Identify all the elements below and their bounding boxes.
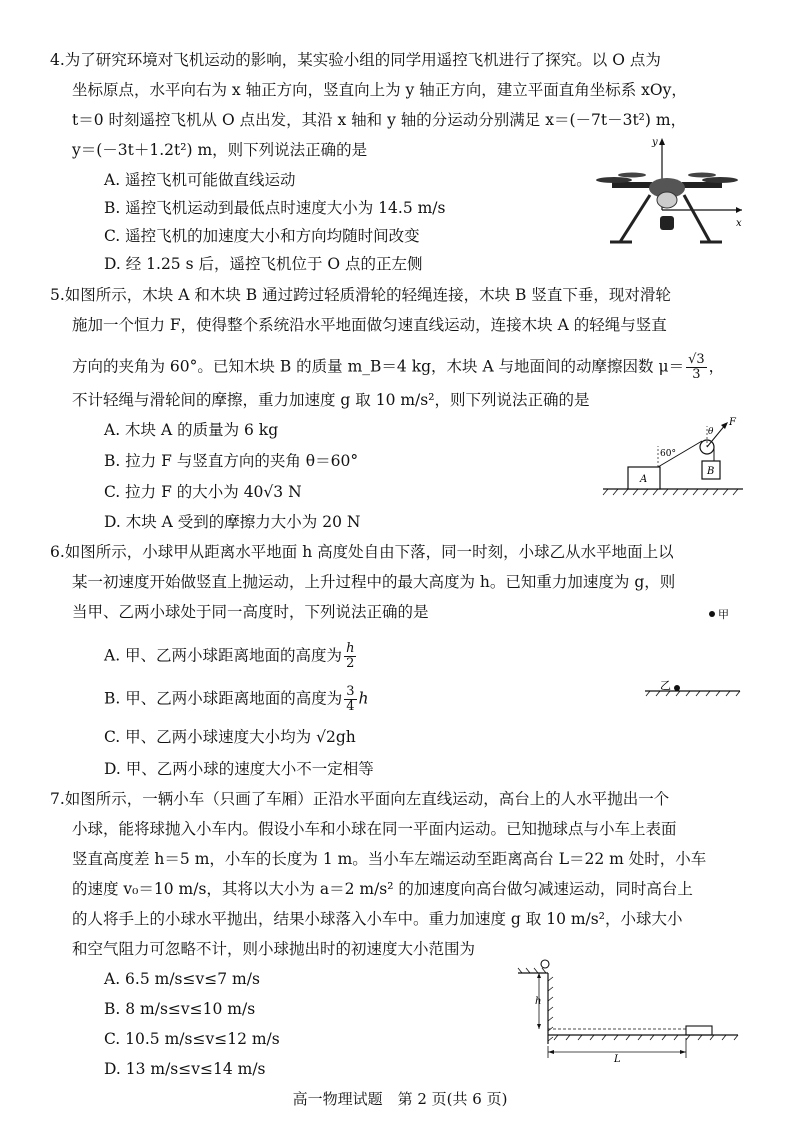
q7-stem-line-3: 竖直高度差 h＝5 m，小车的长度为 1 m。当小车左端运动至距离高台 L＝22 m 处时，小车: [72, 850, 707, 868]
q4-option-d: D. 经 1.25 s 后，遥控飞机位于 O 点的正左侧: [104, 255, 423, 273]
block-b-label: B: [707, 466, 715, 477]
theta-label: θ: [708, 427, 714, 437]
q6-option-a: [104, 642, 358, 671]
wall-hatch: [548, 977, 553, 1041]
q4-option-c: C. 遥控飞机的加速度大小和方向均随时间改变: [104, 227, 420, 245]
y-axis-arrow: [659, 138, 665, 145]
height-arrow-top: [537, 973, 541, 978]
q7-stem-line-5: 的人将手上的小球水平抛出，结果小球落入小车中。重力加速度 g 取 10 m/s²，小球大小: [72, 910, 683, 928]
drone-figure: [592, 130, 752, 260]
drone-icon: [596, 173, 738, 243]
ball-yi: [674, 685, 680, 691]
q6-stem-line-2: 某一初速度开始做竖直上抛运动，上升过程中的最大高度为 h。已知重力加速度为 g，则: [72, 573, 676, 591]
q5-option-a: A. 木块 A 的质量为 6 kg: [104, 421, 279, 439]
q6-option-b-text: B. 甲、乙两小球距离地面的高度为: [104, 689, 343, 708]
distance-label: L: [614, 1054, 621, 1065]
q6-option-a-fraction: [344, 642, 356, 671]
height-arrow-bottom: [537, 1024, 541, 1029]
q5-stem-line-3-end: ，: [708, 357, 725, 376]
q4-stem-line-2: 坐标原点，水平向右为 x 轴正方向，竖直向上为 y 轴正方向，建立平面直角坐标系 xOy，: [72, 81, 687, 99]
q6-option-b: [104, 685, 369, 714]
q6-option-c: C. 甲、乙两小球速度大小均为 √2gh: [104, 728, 356, 746]
q7-stem-line-1: 7.如图所示，一辆小车（只画了车厢）正沿水平面向左直线运动，高台上的人水平抛出一个: [50, 790, 670, 808]
page-footer: 高一物理试题 第 2 页(共 6 页): [292, 1090, 508, 1108]
q6-option-b-fraction: [344, 685, 356, 714]
q7-option-b: B. 8 m/s≤v≤10 m/s: [104, 1000, 256, 1018]
q5-stem-line-4: 不计轻绳与滑轮间的摩擦，重力加速度 g 取 10 m/s²，则下列说法正确的是: [72, 391, 590, 409]
q5-option-c: C. 拉力 F 的大小为 40√3 N: [104, 483, 302, 501]
q4-option-a: A. 遥控飞机可能做直线运动: [104, 171, 296, 189]
mu-denominator: 3: [692, 367, 701, 382]
q7-option-d: D. 13 m/s≤v≤14 m/s: [104, 1060, 266, 1078]
q4-stem-line-3: t＝0 时刻遥控飞机从 O 点出发，其沿 x 轴和 y 轴的分运动分别满足 x＝(－7t－3t²) m，: [72, 111, 687, 129]
q7-option-a: A. 6.5 m/s≤v≤7 m/s: [104, 970, 260, 988]
q6-option-a-text: A. 甲、乙两小球距离地面的高度为: [104, 646, 343, 665]
q5-option-b: B. 拉力 F 与竖直方向的夹角 θ＝60°: [104, 452, 359, 470]
mu-numerator: √3: [688, 352, 705, 367]
q5-stem-line-1: 5.如图所示，木块 A 和木块 B 通过跨过轻质滑轮的轻绳连接，木块 B 竖直下垂，现对滑轮: [50, 286, 671, 304]
q4-stem-line-1: 4.为了研究环境对飞机运动的影响，某实验小组的同学用遥控飞机进行了探究。以 O 点为: [50, 51, 661, 69]
q6-option-b-denominator: 4: [346, 699, 355, 714]
q7-option-c: C. 10.5 m/s≤v≤12 m/s: [104, 1030, 280, 1048]
pulley-figure: [598, 416, 748, 498]
q5-stem-line-3-text: 方向的夹角为 60°。已知木块 B 的质量 m_B＝4 kg，木块 A 与地面间的动摩擦因数 μ＝: [72, 357, 685, 376]
ball: [541, 960, 549, 968]
q4-stem-line-4: y＝(－3t＋1.2t²) m，则下列说法正确的是: [72, 141, 368, 159]
q6-option-d: D. 甲、乙两小球的速度大小不一定相等: [104, 760, 374, 778]
q6-option-b-numerator: 3: [346, 684, 355, 699]
q6-option-b-suffix: h: [358, 689, 369, 708]
q5-stem-line-3: [72, 353, 724, 382]
y-axis-label: y: [652, 137, 658, 148]
ground-hatch: [603, 489, 738, 495]
x-axis-arrow: [736, 207, 742, 213]
angle-label: 60°: [660, 449, 676, 459]
force-arrowhead: [721, 422, 728, 429]
q5-option-d: D. 木块 A 受到的摩擦力大小为 20 N: [104, 513, 361, 531]
force-label: F: [729, 417, 736, 428]
q7-stem-line-6: 和空气阻力可忽略不计，则小球抛出时的初速度大小范围为: [72, 940, 476, 958]
cart: [686, 1026, 712, 1035]
q6-option-a-numerator: h: [346, 641, 355, 656]
q6-option-a-denominator: 2: [346, 656, 355, 671]
ground-hatch-q7: [554, 1035, 738, 1040]
mu-fraction: [686, 353, 707, 382]
q6-stem-line-3: 当甲、乙两小球处于同一高度时，下列说法正确的是: [72, 603, 429, 621]
cart-figure: [508, 956, 740, 1066]
x-axis-label: x: [736, 218, 742, 229]
ball-jia-label: 甲: [718, 608, 729, 621]
q5-stem-line-2: 施加一个恒力 F，使得整个系统沿水平地面做匀速直线运动，连接木块 A 的轻绳与竖直: [72, 316, 667, 334]
q4-option-b: B. 遥控飞机运动到最低点时速度大小为 14.5 m/s: [104, 199, 446, 217]
block-a-label: A: [640, 474, 648, 485]
q7-stem-line-2: 小球，能将球抛入小车内。假设小车和小球在同一平面内运动。已知抛球点与小车上表面: [72, 820, 677, 838]
height-label: h: [535, 996, 542, 1007]
platform-hatch: [518, 968, 546, 973]
q6-stem-line-1: 6.如图所示，小球甲从距离水平地面 h 高度处自由下落，同一时刻，小球乙从水平地面上以: [50, 543, 674, 561]
two-balls-figure: [640, 596, 750, 706]
distance-arrow-right: [680, 1050, 686, 1054]
ball-jia: [709, 611, 715, 617]
q7-stem-line-4: 的速度 v₀＝10 m/s，其将以大小为 a＝2 m/s² 的加速度向高台做匀减速运动，同时高台上: [72, 880, 693, 898]
ball-yi-label: 乙: [660, 679, 671, 692]
distance-arrow-left: [548, 1050, 554, 1054]
